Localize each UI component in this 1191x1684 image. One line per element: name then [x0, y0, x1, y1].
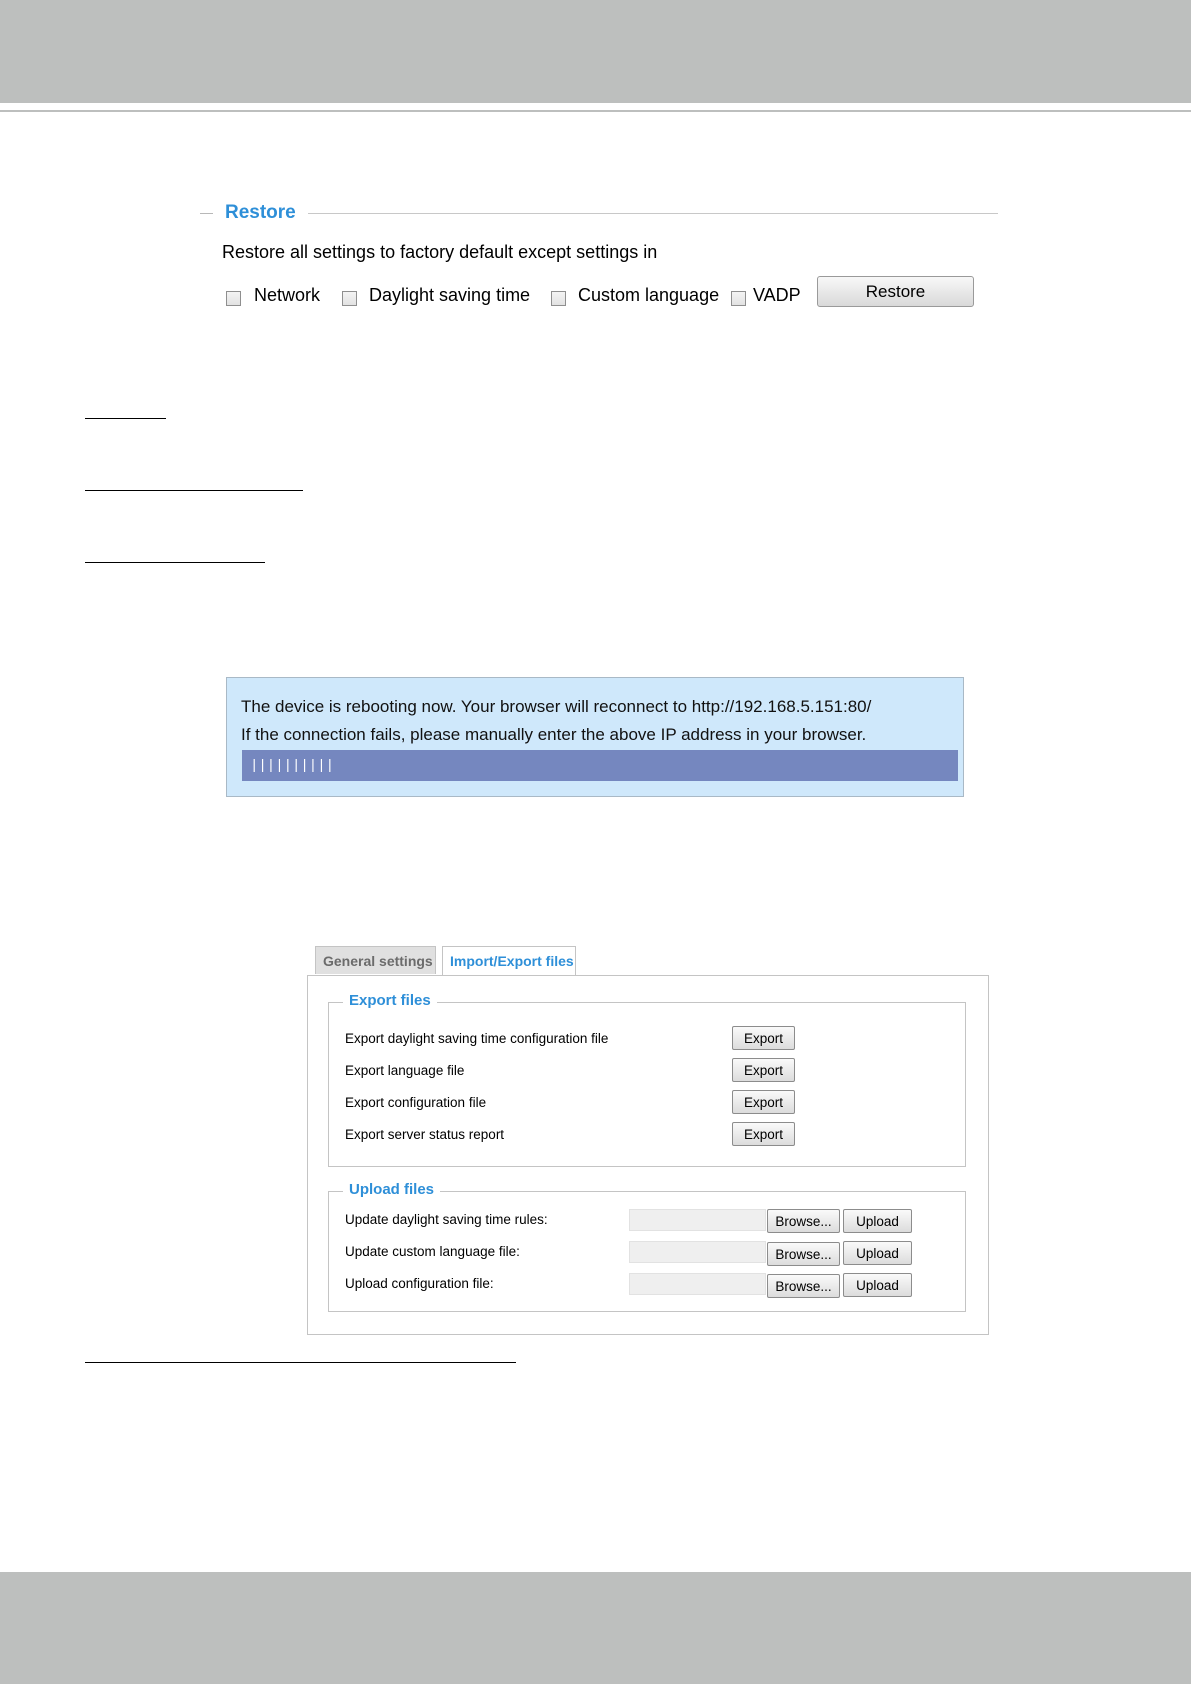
page-header-band — [0, 0, 1191, 103]
configuration-upload-button[interactable]: Upload — [843, 1273, 912, 1297]
upload-row-label: Update daylight saving time rules: — [345, 1212, 548, 1227]
configuration-browse-button[interactable]: Browse... — [767, 1274, 840, 1298]
underline-rule — [85, 490, 303, 491]
restore-legend: Restore — [225, 202, 296, 223]
upload-row-label: Update custom language file: — [345, 1244, 520, 1259]
legend-dash — [200, 213, 213, 214]
configuration-file-input[interactable] — [629, 1273, 766, 1295]
header-divider — [0, 110, 1191, 112]
export-files-group — [328, 992, 966, 1167]
export-dst-config-button[interactable]: Export — [732, 1026, 795, 1050]
page-footer-band — [0, 1572, 1191, 1684]
network-checkbox[interactable] — [226, 291, 241, 306]
daylight-saving-checkbox-label: Daylight saving time — [369, 285, 531, 305]
custom-language-checkbox[interactable] — [551, 291, 566, 306]
upload-files-group — [328, 1181, 966, 1312]
vadp-checkbox[interactable] — [731, 291, 746, 306]
reboot-notice — [226, 677, 964, 797]
dst-rules-browse-button[interactable]: Browse... — [767, 1209, 840, 1233]
export-row-label: Export language file — [345, 1063, 465, 1078]
export-status-report-button[interactable]: Export — [732, 1122, 795, 1146]
tab-import-export-files[interactable]: Import/Export files — [442, 946, 576, 976]
underline-rule — [85, 1362, 516, 1363]
dst-rules-file-input[interactable] — [629, 1209, 766, 1231]
reboot-progress-bar — [242, 750, 958, 781]
export-row-label: Export configuration file — [345, 1095, 487, 1110]
custom-language-file-input[interactable] — [629, 1241, 766, 1263]
network-checkbox-label: Network — [254, 285, 321, 305]
reconnect-hint: If the connection fails, please manually enter the above IP address in your browser. — [241, 725, 867, 744]
custom-language-checkbox-label: Custom language — [578, 285, 720, 305]
daylight-saving-checkbox[interactable] — [342, 291, 357, 306]
export-language-button[interactable]: Export — [732, 1058, 795, 1082]
legend-rule — [308, 213, 998, 214]
restore-description: Restore all settings to factory default except settings in — [222, 242, 658, 262]
export-configuration-button[interactable]: Export — [732, 1090, 795, 1114]
custom-language-browse-button[interactable]: Browse... — [767, 1242, 840, 1266]
export-row-label: Export server status report — [345, 1127, 505, 1142]
underline-rule — [85, 418, 166, 419]
export-row-label: Export daylight saving time configuration file — [345, 1031, 609, 1046]
export-files-legend: Export files — [343, 992, 437, 1009]
underline-rule — [85, 562, 265, 563]
import-export-panel — [307, 975, 989, 1335]
tab-general-settings[interactable]: General settings — [315, 946, 436, 974]
reboot-message: The device is rebooting now. Your browser will reconnect to http://192.168.5.151:80/ — [241, 697, 872, 716]
restore-button[interactable]: Restore — [817, 276, 974, 307]
custom-language-upload-button[interactable]: Upload — [843, 1241, 912, 1265]
dst-rules-upload-button[interactable]: Upload — [843, 1209, 912, 1233]
progress-ticks: |||||||||| — [250, 758, 335, 774]
upload-row-label: Upload configuration file: — [345, 1276, 494, 1291]
upload-files-legend: Upload files — [343, 1181, 440, 1198]
vadp-checkbox-label: VADP — [753, 285, 801, 305]
